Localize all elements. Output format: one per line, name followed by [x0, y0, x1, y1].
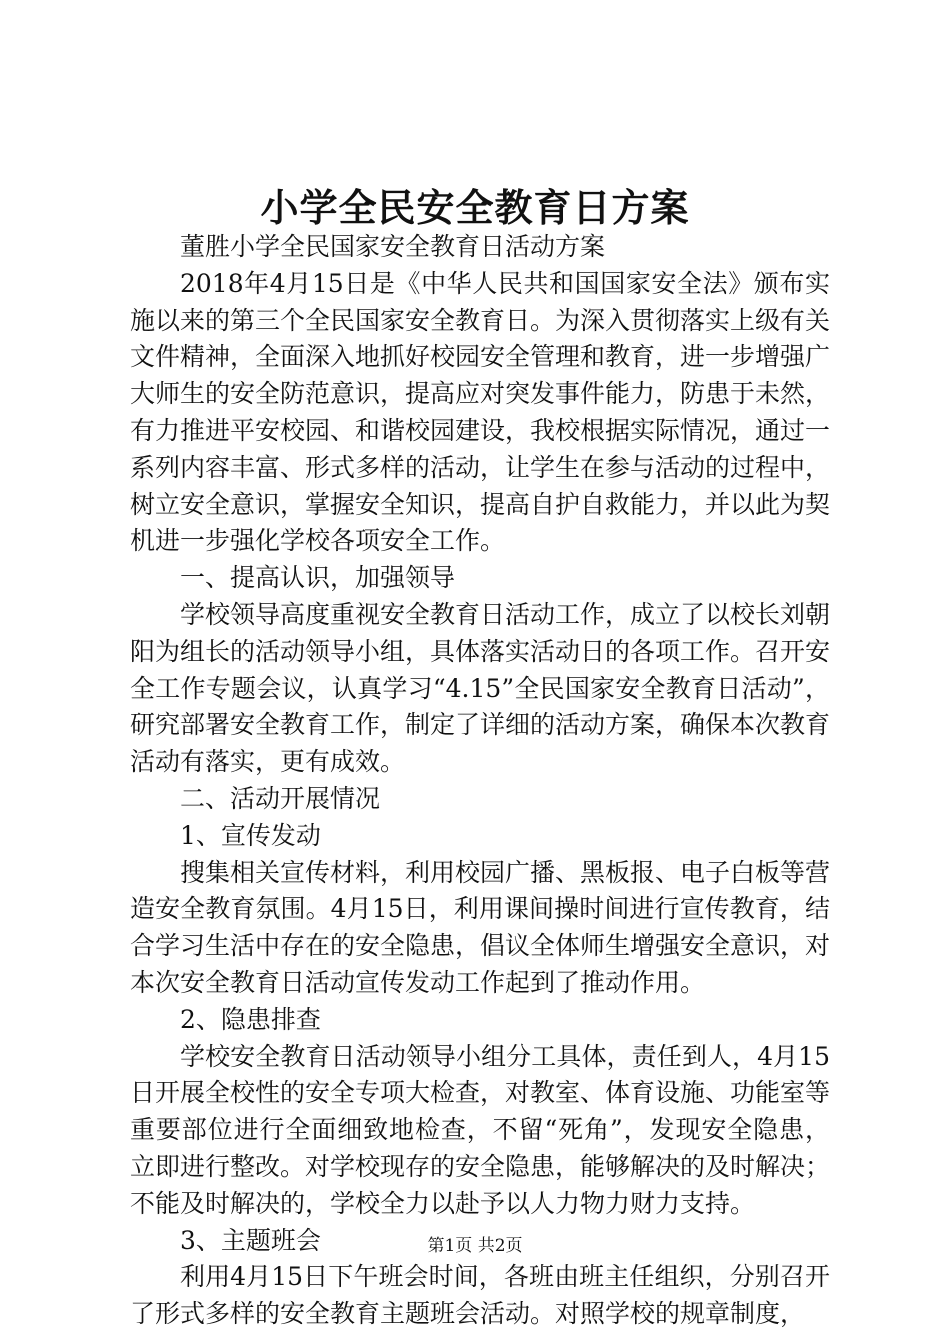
paragraph-leadership: 学校领导高度重视安全教育日活动工作，成立了以校长刘朝阳为组长的活动领导小组，具体落实活动日的各项工作。召开安全工作专题会议，认真学习“4.15”全民国家安全教育日活动”，研究部署安全教育工作，制定了详细的活动方案，确保本次教育活动有落实，更有成效。	[130, 599, 831, 777]
paragraph-subtitle: 董胜小学全民国家安全教育日活动方案	[180, 232, 606, 261]
document-title: 小学全民安全教育日方案	[260, 185, 690, 230]
paragraph-publicity: 搜集相关宣传材料，利用校园广播、黑板报、电子白板等营造安全教育氛围。4月15日，利用课间操时间进行宣传教育，结合学习生活中存在的安全隐患，倡议全体师生增强安全意识，对本次安全教育日活动宣传发动工作起到了推动作用。	[130, 857, 831, 997]
section-heading-2: 二、活动开展情况	[180, 783, 381, 813]
subheading-class-meeting: 3、主题班会	[180, 1225, 321, 1255]
subheading-inspection: 2、隐患排查	[180, 1004, 321, 1034]
subheading-publicity: 1、宣传发动	[180, 820, 321, 850]
page-footer: 第1页 共2页	[427, 1236, 523, 1256]
paragraph-class-meeting: 利用4月15日下午班会时间，各班由班主任组织，分别召开了形式多样的安全教育主题班会活动。对照学校的规章制度，	[130, 1262, 830, 1329]
paragraph-intro: 2018年4月15日是《中华人民共和国国家安全法》颁布实施以来的第三个全民国家安全教育日。为深入贯彻落实上级有关文件精神，全面深入地抓好校园安全管理和教育，进一步增强广大师生的安全防范意识，提高应对突发事件能力，防患于未然，有力推进平安校园、和谐校园建设，我校根据实际情况，通过一系列内容丰富、形式多样的活动，让学生在参与活动的过程中，树立安全意识，掌握安全知识，提高自护自救能力，并以此为契机进一步强化学校各项安全工作。	[130, 268, 831, 556]
document-body	[130, 229, 830, 1333]
paragraph-inspection: 学校安全教育日活动领导小组分工具体，责任到人，4月15日开展全校性的安全专项大检查，对教室、体育设施、功能室等重要部位进行全面细致地检查，不留“死角”，发现安全隐患，立即进行整改。对学校现存的安全隐患，能够解决的及时解决；不能及时解决的，学校全力以赴予以人力物力财力支持。	[130, 1041, 831, 1218]
section-heading-1: 一、提高认识，加强领导	[180, 563, 456, 593]
